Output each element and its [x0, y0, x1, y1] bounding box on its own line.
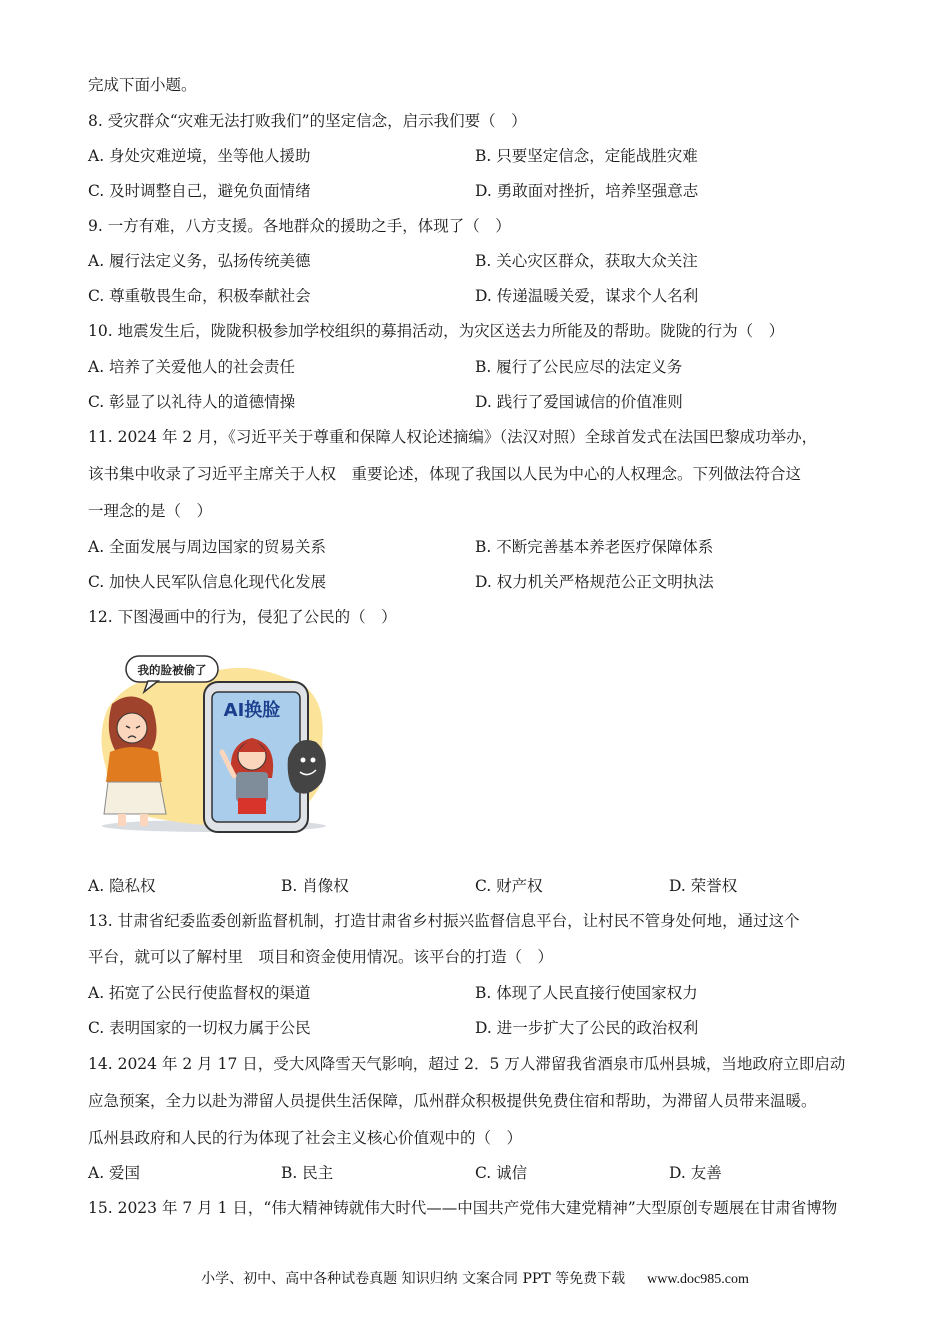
question-12-option-b: B. 肖像权: [281, 877, 349, 895]
question-13-option-d: D. 进一步扩大了公民的政治权利: [475, 1019, 699, 1037]
question-12-stem: 12. 下图漫画中的行为，侵犯了公民的（ ）: [88, 608, 397, 626]
question-9-option-a: A. 履行法定义务，弘扬传统美德: [88, 252, 311, 270]
question-13-option-a: A. 拓宽了公民行使监督权的渠道: [88, 984, 311, 1002]
question-14-stem-line-1: 14. 2024 年 2 月 17 日，受大风降雪天气影响，超过 2．5 万人滞留我省酒泉市瓜州县城，当地政府立即启动: [88, 1055, 846, 1073]
speech-bubble-text: 我的脸被偷了: [137, 663, 207, 677]
question-8-option-c: C. 及时调整自己，避免负面情绪: [88, 182, 311, 200]
question-8-option-d: D. 勇敢面对挫折，培养坚强意志: [475, 182, 699, 200]
question-14-option-c: C. 诚信: [475, 1164, 528, 1182]
question-10-stem: 10. 地震发生后，陇陇积极参加学校组织的募捐活动，为灾区送去力所能及的帮助。陇陇的行为（ ）: [88, 322, 785, 340]
ai-face-swap-cartoon: [96, 648, 332, 834]
intro-text: 完成下面小题。: [88, 76, 197, 94]
question-10-option-a: A. 培养了关爱他人的社会责任: [88, 358, 296, 376]
question-13-stem-line-1: 13. 甘肃省纪委监委创新监督机制，打造甘肃省乡村振兴监督信息平台，让村民不管身处何地，通过这个: [88, 912, 800, 930]
question-9-option-c: C. 尊重敬畏生命，积极奉献社会: [88, 287, 311, 305]
question-9-stem: 9. 一方有难，八方支援。各地群众的援助之手，体现了（ ）: [88, 217, 511, 235]
question-8-option-a: A. 身处灾难逆境，坐等他人援助: [88, 147, 311, 165]
question-11-option-b: B. 不断完善基本养老医疗保障体系: [475, 538, 714, 556]
question-12-option-a: A. 隐私权: [88, 877, 156, 895]
question-10-option-d: D. 践行了爱国诚信的价值准则: [475, 393, 683, 411]
question-11-option-c: C. 加快人民军队信息化现代化发展: [88, 573, 327, 591]
question-15-stem: 15. 2023 年 7 月 1 日，“伟大精神铸就伟大时代——中国共产党伟大建党精神”大型原创专题展在甘肃省博物: [88, 1199, 838, 1217]
question-10-option-b: B. 履行了公民应尽的法定义务: [475, 358, 683, 376]
question-14-stem-line-3: 瓜州县政府和人民的行为体现了社会主义核心价值观中的（ ）: [88, 1129, 523, 1147]
question-9-option-b: B. 关心灾区群众，获取大众关注: [475, 252, 698, 270]
question-10-option-c: C. 彰显了以礼待人的道德情操: [88, 393, 296, 411]
question-13-option-b: B. 体现了人民直接行使国家权力: [475, 984, 698, 1002]
page-footer: [0, 1269, 950, 1290]
question-13-option-c: C. 表明国家的一切权力属于公民: [88, 1019, 311, 1037]
question-11-option-a: A. 全面发展与周边国家的贸易关系: [88, 538, 327, 556]
question-11-option-d: D. 权力机关严格规范公正文明执法: [475, 573, 714, 591]
question-14-option-a: A. 爱国: [88, 1164, 141, 1182]
footer-text: 小学、初中、高中各种试卷真题 知识归纳 文案合同 PPT 等免费下载: [201, 1271, 626, 1287]
question-11-stem-line-3: 一理念的是（ ）: [88, 502, 213, 520]
question-14-option-d: D. 友善: [669, 1164, 722, 1182]
screen-title: AI换脸: [223, 700, 281, 721]
question-14-option-b: B. 民主: [281, 1164, 334, 1182]
question-12-option-c: C. 财产权: [475, 877, 543, 895]
question-9-option-d: D. 传递温暖关爱，谋求个人名利: [475, 287, 699, 305]
question-8-stem: 8. 受灾群众“灾难无法打败我们”的坚定信念，启示我们要（ ）: [88, 112, 527, 130]
question-11-stem-line-1: 11. 2024 年 2 月，《习近平关于尊重和保障人权论述摘编》（法汉对照）全球首发式在法国巴黎成功举办，: [88, 428, 818, 446]
question-13-stem-line-2: 平台，就可以了解村里 项目和资金使用情况。该平台的打造（ ）: [88, 948, 554, 966]
question-14-stem-line-2: 应急预案，全力以赴为滞留人员提供生活保障，瓜州群众积极提供免费住宿和帮助，为滞留人员带来温暖。: [88, 1092, 817, 1110]
footer-site-link[interactable]: www.doc985.com: [647, 1272, 749, 1287]
question-8-option-b: B. 只要坚定信念，定能战胜灾难: [475, 147, 698, 165]
question-11-stem-line-2: 该书集中收录了习近平主席关于人权 重要论述，体现了我国以人民为中心的人权理念。下列做法符合这: [88, 465, 802, 483]
question-12-option-d: D. 荣誉权: [669, 877, 738, 895]
